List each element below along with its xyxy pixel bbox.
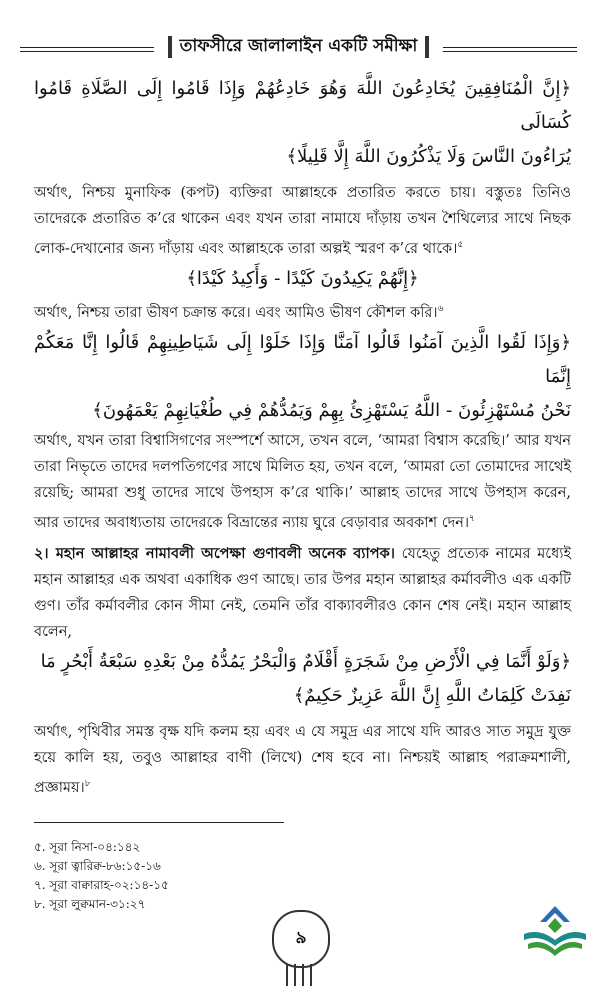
main-content xyxy=(34,72,571,801)
header-bar-right xyxy=(425,36,429,58)
section-text-2: যেহেতু প্রত্যেক নামের মধ্যেই মহান আল্লাহর এক অথবা একাধিক গুণ আছে। তার উপর মহান আল্লাহর কর্মাবলীও এক একটি গুণ। তাঁর কর্মাবলীর কোন সীমা নেই, তেমনি তাঁর বাক্যাবলীরও কোন শেষ নেই। মহান আল্লাহ বলেন, xyxy=(34,546,571,641)
page-title: তাফসীরে জালালাইন একটি সমীক্ষা xyxy=(179,36,418,56)
header-bar-left xyxy=(168,36,172,58)
arabic-verse-2: ﴿إِنَّهُمْ يَكِيدُونَ كَيْدًا - وَأَكِيدُ كَيْدًا﴾ xyxy=(186,267,419,289)
footnote-ref-8: ৮ xyxy=(84,779,91,790)
page-number-ornament xyxy=(266,910,332,984)
arabic-verse-1-line-1: ﴿إِنَّ الْمُنَافِقِينَ يُخَادِعُونَ اللَّهَ وَهُوَ خَادِعُهُمْ وَإِذَا قَامُوا إِلَى الصَّلَاةِ قَامُوا كُسَالَى xyxy=(34,78,571,133)
footnote-ref-6: ৬ xyxy=(437,303,444,314)
footnote-8: ৮. সূরা লুক্বমান-৩১:২৭ xyxy=(34,897,146,911)
running-header xyxy=(20,30,577,64)
footnote-ref-7: ৭ xyxy=(469,513,475,524)
arabic-verse-3-line-2: نَحْنُ مُسْتَهْزِئُونَ - اللَّهُ يَسْتَهْزِئُ بِهِمْ وَيَمُدُّهُمْ فِي طُغْيَانِهِمْ يَعْمَهُونَ﴾ xyxy=(92,399,571,421)
arabic-verse-4-line-1: ﴿وَلَوْ أَنَّمَا فِي الْأَرْضِ مِنْ شَجَرَةٍ أَقْلَامٌ وَالْبَحْرُ يَمُدُّهُ مِنْ بَعْدِهِ سَبْعَةُ أَبْحُرٍ مَا xyxy=(40,651,571,673)
translation-text-3: অর্থাৎ, যখন তারা বিশ্বাসিগণের সংস্পর্শে আসে, তখন বলে, ‘আমরা বিশ্বাস করেছি।’ আর যখন তারা নিভৃতে তাদের দলপতিগণের সাথে মিলিত হয়, তখন বলে, ‘আমরা তো তোমাদের সাথেই রয়েছি; আমরা শুধু তাদের সাথে উপহাস ক’রে থাকি।’ আল্লাহ তাদের সাথে উপহাস করেন, আর তাদের অবাধ্যতায় তাদেরকে বিভ্রান্তের ন্যায় ঘুরে বেড়াবার অবকাশ দেন। xyxy=(34,432,571,531)
arabic-verse-4-line-2: نَفِدَتْ كَلِمَاتُ اللَّهِ إِنَّ اللَّهَ عَزِيزٌ حَكِيمٌ﴾ xyxy=(293,685,571,707)
pillar-ornament-icon xyxy=(286,964,312,986)
translation-text-4: অর্থাৎ, পৃথিবীর সমস্ত বৃক্ষ যদি কলম হয় এবং এ যে সমুদ্র এর সাথে যদি আরও সাত সমুদ্র যুক্ত হয়ে কালি হয়, তবুও আল্লাহর বাণী (লিখে) শেষ হবে না। নিশ্চয়ই আল্লাহ পরাক্রমশালী, প্রজ্ঞাময়। xyxy=(34,724,571,797)
arabic-verse-3-line-1: ﴿وَإِذَا لَقُوا الَّذِينَ آمَنُوا قَالُوا آمَنَّا وَإِذَا خَلَوْا إِلَى شَيَاطِينِهِمْ قَالُوا إِنَّا مَعَكُمْ إِنَّمَا xyxy=(34,331,571,387)
footnote-ref-5: ৫ xyxy=(457,240,464,250)
translation-paragraph-2 xyxy=(34,296,571,326)
translation-paragraph-1 xyxy=(34,180,571,262)
arabic-verse-1-line-2: يُرَاءُونَ النَّاسَ وَلَا يَذْكُرُونَ اللَّهَ إِلَّا قَلِيلًا﴾ xyxy=(286,146,571,167)
footnote-5: ৫. সূরা নিসা-০৪:১৪২ xyxy=(34,840,141,854)
section-paragraph-2 xyxy=(34,541,571,645)
translation-paragraph-4 xyxy=(34,719,571,801)
translation-text-2: অর্থাৎ, নিশ্চয় তারা ভীষণ চক্রান্ত করে। এবং আমিও ভীষণ কৌশল করি। xyxy=(34,304,438,321)
footnotes xyxy=(34,838,354,914)
footnote-divider xyxy=(34,822,284,823)
translation-paragraph-3 xyxy=(34,428,571,536)
footnote-7: ৭. সূরা বাক্বারাহ-০২:১৪-১৫ xyxy=(34,878,169,892)
publisher-logo-icon xyxy=(520,904,590,962)
section-heading-2: ২। মহান আল্লাহর নামাবলী অপেক্ষা গুণাবলী অনেক ব্যাপক। xyxy=(34,545,395,563)
page-number: ৯ xyxy=(272,910,330,968)
header-title-box xyxy=(154,33,444,61)
translation-text-1: অর্থাৎ, নিশ্চয় মুনাফিক (কপট) ব্যক্তিরা আল্লাহকে প্রতারিত করতে চায়। বস্তুতঃ তিনিও তাদেরকে প্রতারিত ক’রে থাকেন এবং যখন তারা নামাযে দাঁড়ায় তখন শৈথিল্যের সাথে নিছক লোক-দেখানোর জন্য দাঁড়ায় এবং আল্লাহকে তারা অল্পই স্মরণ ক’রে থাকে। xyxy=(34,185,571,257)
footnote-6: ৬. সূরা ত্বারিক্ব-৮৬:১৫-১৬ xyxy=(34,859,161,873)
